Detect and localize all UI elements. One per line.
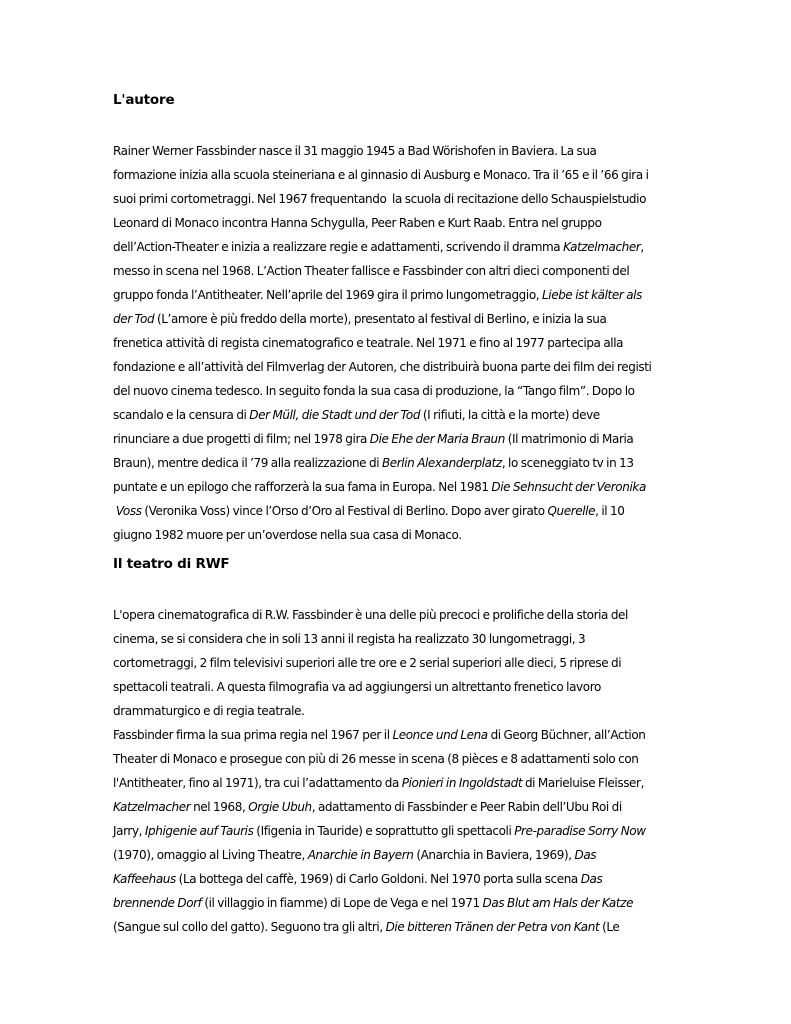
text-segment: puntate e un epilogo che rafforzerà la sua fama in Europa. Nel 1981	[113, 480, 492, 494]
text-line	[113, 795, 701, 819]
text-segment: , il 10	[595, 504, 625, 518]
text-line	[113, 379, 701, 403]
work-title-italic: Berlin Alexanderplatz	[381, 456, 502, 470]
paragraph-autore	[113, 139, 701, 547]
text-line	[113, 259, 701, 283]
work-title-italic: Pre-paradise Sorry Now	[514, 824, 646, 838]
work-title-italic: Katzelmacher	[113, 800, 191, 814]
text-segment: (Anarchia in Baviera, 1969),	[416, 848, 575, 862]
work-title-italic: Die Ehe der Maria Braun	[369, 432, 508, 446]
paragraph-teatro-filmografia	[113, 603, 701, 723]
text-line	[113, 819, 701, 843]
text-segment: , adattamento di Fassbinder e Peer Rabin dell’Ubu Roi di	[311, 800, 622, 814]
work-title-italic: Das Blut am Hals der Katze	[482, 896, 634, 910]
work-title-italic: Pionieri in Ingoldstadt	[401, 776, 523, 790]
work-title-italic: Orgie Ubuh	[248, 800, 312, 814]
text-line	[113, 355, 701, 379]
text-segment: Jarry,	[113, 824, 145, 838]
work-title-italic: Der Müll, die Stadt und der Tod	[249, 408, 423, 422]
text-segment: (L’amore è più freddo della morte), presentato al festival di Berlino, e inizia la sua	[156, 312, 607, 326]
text-segment: (Veronika Voss) vince l’Orso d’Oro al Festival di Berlino. Dopo aver girato	[144, 504, 548, 518]
text-segment: (Ifigenia in Tauride) e soprattutto gli spettacoli	[256, 824, 515, 838]
section-autore	[113, 92, 701, 547]
text-line	[113, 867, 701, 891]
work-title-italic: Leonce und Lena	[392, 728, 488, 742]
text-segment: rinunciare a due progetti di film; nel 1978 gira	[113, 432, 370, 446]
text-segment: (I rifiuti, la città e la morte) deve	[422, 408, 600, 422]
text-segment: del nuovo cinema tedesco. In seguito fonda la sua casa di produzione, la “Tango film”. Dopo lo	[113, 384, 635, 398]
work-title-italic: Querelle	[547, 504, 596, 518]
text-line	[113, 403, 701, 427]
work-title-italic: Voss	[113, 504, 145, 518]
text-line	[113, 843, 701, 867]
section-heading-autore: L'autore	[113, 92, 175, 108]
text-segment: messo in scena nel 1968. L’Action Theater fallisce e Fassbinder con altri dieci componenti del	[113, 264, 630, 278]
text-line	[113, 747, 701, 771]
text-segment: (La bottega del caffè, 1969) di Carlo Goldoni. Nel 1970 porta sulla scena	[178, 872, 581, 886]
work-title-italic: Katzelmacher	[563, 240, 641, 254]
text-line	[113, 771, 701, 795]
text-segment: drammaturgico e di regia teatrale.	[113, 704, 305, 718]
text-segment: (Il matrimonio di Maria	[507, 432, 634, 446]
text-line	[113, 915, 701, 939]
text-segment: scandalo e la censura di	[113, 408, 250, 422]
text-segment: cortometraggi, 2 film televisivi superiori alle tre ore e 2 serial superiori alle dieci, 5 riprese di	[113, 656, 622, 670]
text-line	[113, 603, 701, 627]
text-line	[113, 475, 701, 499]
paragraph-teatro-regie	[113, 723, 701, 939]
text-segment: nel 1968,	[190, 800, 249, 814]
text-segment: gruppo fonda l’Antitheater. Nell’aprile del 1969 gira il primo lungometraggio,	[113, 288, 540, 302]
work-title-italic: Kaffeehaus	[113, 872, 179, 886]
text-segment: Rainer Werner Fassbinder nasce il 31 maggio 1945 a Bad Wörishofen in Baviera. La sua	[113, 144, 597, 158]
work-title-italic: Das	[574, 848, 597, 862]
text-line	[113, 139, 701, 163]
work-title-italic: Das	[580, 872, 603, 886]
text-line	[113, 627, 701, 651]
text-line	[113, 891, 701, 915]
text-line	[113, 187, 701, 211]
work-title-italic: Liebe ist kälter als	[539, 288, 642, 302]
text-line	[113, 499, 701, 523]
text-line	[113, 451, 701, 475]
text-segment: Theater di Monaco e prosegue con più di 26 messe in scena (8 pièces e 8 adattamenti solo con	[113, 752, 639, 766]
text-segment: (Sangue sul collo del gatto). Seguono tra gli altri,	[113, 920, 386, 934]
text-line	[113, 307, 701, 331]
work-title-italic: Anarchie in Bayern	[307, 848, 417, 862]
text-segment: di Marieluise Fleisser,	[522, 776, 644, 790]
section-teatro	[113, 556, 701, 939]
text-line	[113, 163, 701, 187]
text-segment: di Georg Büchner, all’Action	[487, 728, 646, 742]
text-segment: (Le	[602, 920, 620, 934]
text-line	[113, 723, 701, 747]
text-line	[113, 675, 701, 699]
text-segment: ,	[640, 240, 644, 254]
work-title-italic: brennende Dorf	[113, 896, 205, 910]
text-segment: , lo sceneggiato tv in 13	[501, 456, 634, 470]
text-segment: formazione inizia alla scuola steineriana e al ginnasio di Ausburg e Monaco. Tra il ’65 e il ’66 gira i	[113, 168, 649, 182]
text-segment: cinema, se si considera che in soli 13 anni il regista ha realizzato 30 lungometraggi, 3	[113, 632, 586, 646]
text-line	[113, 427, 701, 451]
text-segment: Fassbinder firma la sua prima regia nel 1967 per il	[113, 728, 393, 742]
work-title-italic: Die bitteren Tränen der Petra von Kant	[385, 920, 603, 934]
text-segment: Braun), mentre dedica il ’79 alla realizzazione di	[113, 456, 382, 470]
work-title-italic: Die Sehnsucht der Veronika	[491, 480, 646, 494]
text-segment: fondazione e all’attività del Filmverlag der Autoren, che distribuirà buona parte dei film dei registi	[113, 360, 652, 374]
text-segment: giugno 1982 muore per un’overdose nella sua casa di Monaco.	[113, 528, 462, 542]
text-line	[113, 699, 701, 723]
text-line	[113, 235, 701, 259]
work-title-italic: der Tod	[113, 312, 157, 326]
text-line	[113, 211, 701, 235]
text-line	[113, 523, 701, 547]
text-segment: (1970), omaggio al Living Theatre,	[113, 848, 308, 862]
text-segment: l'Antitheater, fino al 1971), tra cui l’adattamento da	[113, 776, 402, 790]
work-title-italic: Iphigenie auf Tauris	[144, 824, 257, 838]
text-segment: suoi primi cortometraggi. Nel 1967 frequentando la scuola di recitazione dello Schauspielstudio	[113, 192, 647, 206]
text-segment: spettacoli teatrali. A questa filmografia va ad aggiungersi un altrettanto frenetico lavoro	[113, 680, 601, 694]
text-line	[113, 651, 701, 675]
text-segment: Leonard di Monaco incontra Hanna Schygulla, Peer Raben e Kurt Raab. Entra nel gruppo	[113, 216, 602, 230]
text-segment: L'opera cinematografica di R.W. Fassbinder è una delle più precoci e prolifiche della storia del	[113, 608, 628, 622]
text-line	[113, 283, 701, 307]
section-heading-teatro: Il teatro di RWF	[113, 556, 230, 572]
text-segment: frenetica attività di regista cinematografico e teatrale. Nel 1971 e fino al 1977 partecipa alla	[113, 336, 624, 350]
text-line	[113, 331, 701, 355]
text-segment: (il villaggio in fiamme) di Lope de Vega e nel 1971	[204, 896, 483, 910]
text-segment: dell’Action-Theater e inizia a realizzare regie e adattamenti, scrivendo il dramma	[113, 240, 564, 254]
